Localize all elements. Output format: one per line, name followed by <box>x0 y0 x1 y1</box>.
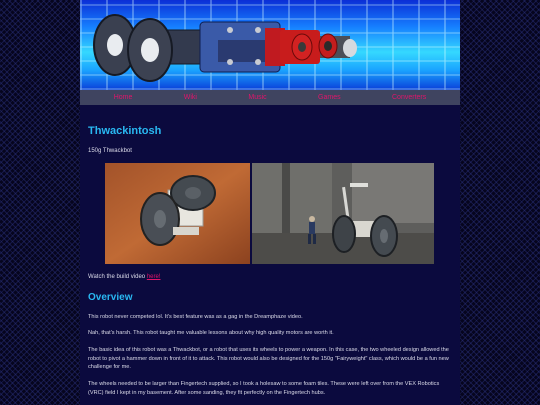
nav-item-home[interactable]: Home <box>113 94 133 101</box>
header-banner <box>80 0 460 90</box>
nav-item-converters[interactable]: Converters <box>392 94 427 101</box>
overview-paragraph: Nah, that's harsh. This robot taught me valuable lessons about why high quality motors are worth it. <box>88 330 334 336</box>
overview-heading: Overview <box>88 292 133 303</box>
page-container <box>80 0 460 405</box>
build-video-line <box>88 274 161 280</box>
overview-paragraph: This robot never competed lol. It's best feature was as a gag in the Dreamphaze video. <box>88 314 303 320</box>
robot-photo-tabletop <box>105 163 250 264</box>
build-video-link[interactable]: here! <box>146 274 161 280</box>
nav-item-games[interactable]: Games <box>318 94 341 101</box>
overview-paragraph: The wheels needed to be larger than Fingertech supplied, so I took a holesaw to some foam tiles. These were left over from the VEX Robotics (VRC) field I kept in my basement. After some sanding, they fit perfectly on the Fingertech hubs. <box>88 381 440 396</box>
robot-photo-outdoor <box>252 163 434 264</box>
overview-paragraph: The basic idea of this robot was a Thwackbot, or a robot that uses its wheels to power a weapon. In this case, the two wheeled design allowed the robot to pivot a hammer down in front of it to attack. This robot would also be designed for the 150g "Fairyweight" class, which would be a fun new challenge for me. <box>88 347 449 371</box>
photo-gallery <box>105 163 435 264</box>
page-subtitle: 150g Thwackbot <box>88 148 132 154</box>
nav-item-music[interactable]: Music <box>248 94 267 101</box>
build-video-text: Watch the build video <box>88 274 147 280</box>
page-title: Thwackintosh <box>88 125 162 137</box>
nav-item-wiki[interactable]: Wiki <box>183 94 197 101</box>
top-nav <box>80 90 460 105</box>
robot-banner-image <box>80 0 460 90</box>
